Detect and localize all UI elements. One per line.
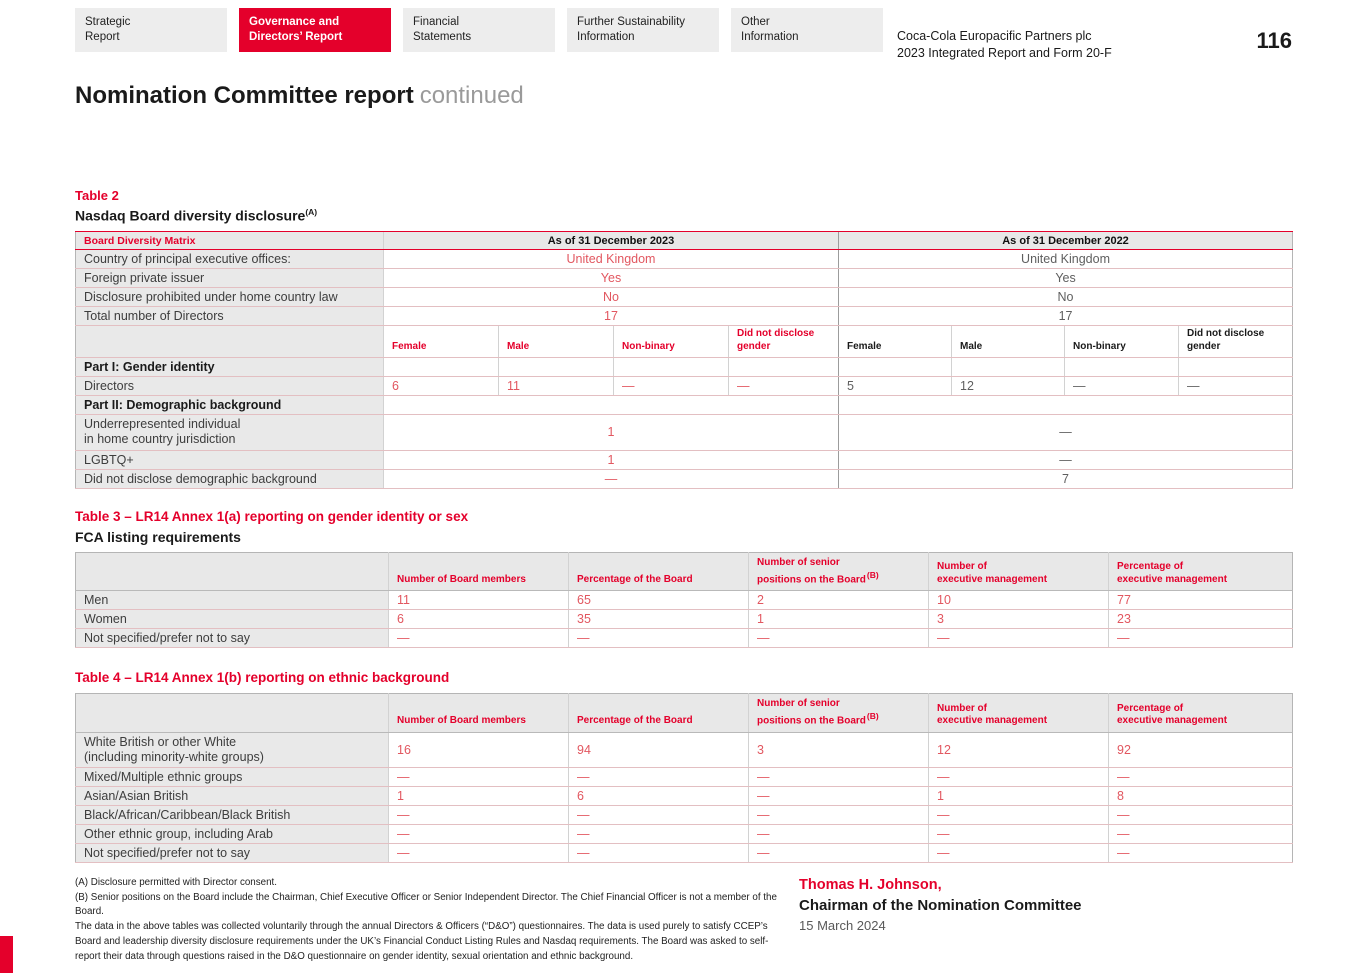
cell-value: — [389, 768, 569, 787]
col-header [1109, 694, 1293, 732]
cell-2023: 1 [384, 415, 839, 451]
year-2022-header: As of 31 December 2022 [839, 232, 1293, 250]
col-header-line: Number of senior [757, 698, 840, 710]
row-label: Foreign private issuer [76, 269, 384, 288]
row-label: Black/African/Caribbean/Black British [76, 806, 389, 825]
cell-value: 77 [1109, 591, 1293, 610]
col-header-line: Number of senior [757, 557, 840, 569]
signature-name: Thomas H. Johnson, [799, 877, 942, 894]
table3-heading: Table 3 – LR14 Annex 1(a) reporting on gender identity or sex [75, 508, 469, 524]
empty-cell [952, 358, 1065, 377]
col-header-line: Percentage of the Board [577, 573, 693, 585]
row-label: Not specified/prefer not to say [76, 844, 389, 863]
row-label: Country of principal executive offices: [76, 250, 384, 269]
cell-value: 65 [569, 591, 749, 610]
cell-value: 3 [749, 732, 929, 768]
cell-2023: No [384, 288, 839, 307]
row-label: Not specified/prefer not to say [76, 629, 389, 648]
cell-value: 11 [389, 591, 569, 610]
col-header [1109, 553, 1293, 591]
cell-2023: — [729, 377, 839, 396]
page-corner-marker [0, 936, 13, 973]
col-header [929, 694, 1109, 732]
signature-block [799, 876, 1082, 933]
col-header [749, 553, 929, 591]
cell-value: — [389, 844, 569, 863]
footnote-ref-b: (B) [866, 710, 879, 721]
cell-value: — [389, 825, 569, 844]
cell-value: — [389, 629, 569, 648]
ethnicity-table [75, 693, 1293, 863]
row-label: Did not disclose demographic background [76, 469, 384, 488]
tab-label: Directors’ Report [249, 31, 343, 44]
cell-2023: United Kingdom [384, 250, 839, 269]
cell-value: — [1109, 844, 1293, 863]
col-header-line: executive management [937, 573, 1048, 585]
cell-value: — [749, 768, 929, 787]
footnote-ref-a: (A) [305, 207, 318, 217]
cell-value: — [569, 844, 749, 863]
page-title-continued: continued [419, 81, 524, 109]
row-label: Mixed/Multiple ethnic groups [76, 768, 389, 787]
report-page [0, 8, 1365, 964]
table-row [76, 787, 1293, 806]
cell-2023: Yes [384, 269, 839, 288]
gender-col-header: Male [952, 326, 1065, 358]
table-row [76, 377, 1293, 396]
col-header-line: positions on the Board [757, 715, 866, 727]
matrix-header: Board Diversity Matrix [76, 232, 384, 250]
col-header [569, 553, 749, 591]
table-row [76, 450, 1293, 469]
table-row [76, 732, 1293, 768]
tab-further-sustainability-information[interactable] [567, 8, 719, 52]
tab-label: Strategic [85, 16, 131, 28]
cell-2022: 17 [839, 307, 1293, 326]
table-row [76, 415, 1293, 451]
cell-value: — [929, 629, 1109, 648]
table-row [76, 610, 1293, 629]
table2-label: Table 2 [75, 187, 119, 203]
row-label: Disclosure prohibited under home country law [76, 288, 384, 307]
tab-strategic-report[interactable] [75, 8, 227, 52]
tab-label: Financial [413, 16, 460, 28]
col-header-line: Number of Board members [397, 715, 526, 727]
gender-col-header: Non-binary [1065, 326, 1179, 358]
table-row [76, 307, 1293, 326]
report-identifier [897, 8, 1112, 62]
tab-label: Governance and [249, 16, 340, 28]
cell-value: — [569, 629, 749, 648]
empty-cell [839, 358, 952, 377]
gender-col-header: Female [384, 326, 499, 358]
empty-cell [1179, 358, 1293, 377]
nav-tabs [75, 8, 883, 52]
row-label-line: in home country jurisdiction [84, 432, 236, 447]
row-label: Other ethnic group, including Arab [76, 825, 389, 844]
col-header [749, 694, 929, 732]
year-2023-header: As of 31 December 2023 [384, 232, 839, 250]
cell-2023: — [614, 377, 729, 396]
cell-2023: 6 [384, 377, 499, 396]
row-label: Asian/Asian British [76, 787, 389, 806]
footnote-a: (A) Disclosure permitted with Director consent. [75, 877, 277, 889]
cell-2022: — [839, 415, 1293, 451]
gender-col-header: Did not disclose gender [1179, 326, 1293, 358]
col-header-line: executive management [1117, 715, 1228, 727]
empty-cell [384, 396, 839, 415]
cell-2022: — [1065, 377, 1179, 396]
col-header-line: executive management [937, 715, 1048, 727]
table-row [76, 806, 1293, 825]
tab-label: Further Sustainability [577, 16, 686, 28]
cell-2022: — [1179, 377, 1293, 396]
table-row [76, 768, 1293, 787]
footnote-b: (B) Senior positions on the Board include the Chairman, Chief Executive Officer or Senior Independent Director. The Chief Financial Officer is not a member of the Board. [75, 891, 777, 918]
cell-2022: 12 [952, 377, 1065, 396]
row-label: Women [76, 610, 389, 629]
tab-governance-directors-report[interactable] [239, 8, 391, 52]
section-label: Part II: Demographic background [76, 396, 384, 415]
cell-value: — [1109, 768, 1293, 787]
empty-cell [1065, 358, 1179, 377]
table4-heading: Table 4 – LR14 Annex 1(b) reporting on ethnic background [75, 670, 450, 686]
signature-date: 15 March 2024 [799, 918, 886, 934]
cell-value: 12 [929, 732, 1109, 768]
cell-value: — [749, 825, 929, 844]
gender-col-header: Female [839, 326, 952, 358]
cell-value: 1 [749, 610, 929, 629]
gender-columns-row [76, 326, 1293, 358]
cell-value: — [389, 806, 569, 825]
cell-2023: 1 [384, 450, 839, 469]
cell-value: 8 [1109, 787, 1293, 806]
cell-value: — [929, 806, 1109, 825]
col-header [389, 553, 569, 591]
cell-value: 3 [929, 610, 1109, 629]
table3-header-row [76, 553, 1293, 591]
empty-cell [76, 326, 384, 358]
fca-gender-table [75, 552, 1293, 648]
table-row [76, 591, 1293, 610]
cell-value: 92 [1109, 732, 1293, 768]
cell-value: 2 [749, 591, 929, 610]
section-label: Part I: Gender identity [76, 358, 384, 377]
footnote-body: The data in the above tables was collected voluntarily through the annual Directors & Officers (“D&O”) questionnaires. The data is used purely to satisfy CCEP’s Board and leadership diversity disclosure requirements under the UK’s Financial Conduct Listing Rules and Nasdaq requirements. The Board was asked to self-report their data through questions raised in the D&O questionnaire on gender identity, sexual orientation and ethnic background. [75, 921, 769, 962]
tab-label: Information [741, 31, 799, 44]
cell-value: — [749, 844, 929, 863]
cell-2023: — [384, 469, 839, 488]
table2-heading-block [75, 188, 1292, 225]
table3-subheading: FCA listing requirements [75, 528, 241, 545]
tab-label: Statements [413, 31, 472, 44]
page-title-main: Nomination Committee report [75, 81, 414, 109]
empty-col-header [76, 694, 389, 732]
page-footer [75, 876, 1292, 964]
table-row [76, 844, 1293, 863]
row-label [76, 732, 389, 768]
col-header-line: Number of [937, 702, 987, 714]
table-row [76, 269, 1293, 288]
section-row [76, 396, 1293, 415]
table-row [76, 469, 1293, 488]
tab-other-information[interactable] [731, 8, 883, 52]
cell-value: — [929, 768, 1109, 787]
cell-2022: — [839, 450, 1293, 469]
cell-2022: 7 [839, 469, 1293, 488]
row-label: Men [76, 591, 389, 610]
table4-header-row [76, 694, 1293, 732]
cell-value: — [749, 629, 929, 648]
footnotes [75, 876, 787, 964]
cell-value: — [929, 825, 1109, 844]
cell-value: — [569, 825, 749, 844]
cell-value: 16 [389, 732, 569, 768]
empty-cell [614, 358, 729, 377]
cell-value: 6 [569, 787, 749, 806]
tab-financial-statements[interactable] [403, 8, 555, 52]
cell-value: — [569, 768, 749, 787]
empty-col-header [76, 553, 389, 591]
gender-col-header: Non-binary [614, 326, 729, 358]
table4-heading-block [75, 670, 1292, 687]
table-row [76, 250, 1293, 269]
table-row [76, 825, 1293, 844]
col-header-line: Number of [937, 561, 987, 573]
signature-role: Chairman of the Nomination Committee [799, 896, 1082, 914]
cell-value: 35 [569, 610, 749, 629]
col-header-line: Number of Board members [397, 573, 526, 585]
empty-cell [729, 358, 839, 377]
col-header-line: Percentage of the Board [577, 715, 693, 727]
cell-value: 10 [929, 591, 1109, 610]
tab-label: Information [577, 31, 635, 44]
report-name: 2023 Integrated Report and Form 20-F [897, 45, 1112, 60]
page-number: 116 [1256, 28, 1292, 53]
col-header [569, 694, 749, 732]
section-row [76, 358, 1293, 377]
row-label-line: White British or other White [84, 734, 237, 749]
page-title [75, 82, 1292, 110]
gender-col-header: Male [499, 326, 614, 358]
top-bar [75, 8, 1292, 62]
tab-label: Report [85, 31, 120, 44]
cell-2023: 17 [384, 307, 839, 326]
cell-value: 1 [929, 787, 1109, 806]
footnote-ref-b: (B) [866, 569, 879, 580]
table-row [76, 288, 1293, 307]
row-label: Total number of Directors [76, 307, 384, 326]
cell-value: — [929, 844, 1109, 863]
table2-header-row [76, 232, 1293, 250]
col-header-line: executive management [1117, 573, 1228, 585]
cell-value: — [1109, 825, 1293, 844]
col-header-line: Percentage of [1117, 702, 1184, 714]
col-header [389, 694, 569, 732]
cell-2022: United Kingdom [839, 250, 1293, 269]
empty-cell [499, 358, 614, 377]
cell-value: 6 [389, 610, 569, 629]
cell-value: 23 [1109, 610, 1293, 629]
row-label-line: Underrepresented individual [84, 417, 241, 432]
cell-2023: 11 [499, 377, 614, 396]
cell-value: — [1109, 806, 1293, 825]
col-header-line: positions on the Board [757, 573, 866, 585]
table2-title [75, 207, 1292, 225]
board-diversity-table [75, 231, 1293, 489]
cell-value: 1 [389, 787, 569, 806]
cell-value: — [1109, 629, 1293, 648]
table-row [76, 629, 1293, 648]
tab-label: Other [741, 16, 770, 28]
cell-2022: No [839, 288, 1293, 307]
cell-value: — [569, 806, 749, 825]
gender-col-header: Did not disclose gender [729, 326, 839, 358]
row-label: Directors [76, 377, 384, 396]
cell-value: — [749, 787, 929, 806]
cell-value: — [749, 806, 929, 825]
company-name: Coca-Cola Europacific Partners plc [897, 29, 1092, 43]
cell-2022: Yes [839, 269, 1293, 288]
row-label-line: (including minority-white groups) [84, 749, 264, 764]
table2-title-text: Nasdaq Board diversity disclosure [75, 207, 306, 224]
col-header [929, 553, 1109, 591]
cell-2022: 5 [839, 377, 952, 396]
empty-cell [384, 358, 499, 377]
row-label: LGBTQ+ [76, 450, 384, 469]
col-header-line: Percentage of [1117, 561, 1184, 573]
row-label [76, 415, 384, 451]
cell-value: 94 [569, 732, 749, 768]
table3-heading-block [75, 509, 1292, 546]
empty-cell [839, 396, 1293, 415]
